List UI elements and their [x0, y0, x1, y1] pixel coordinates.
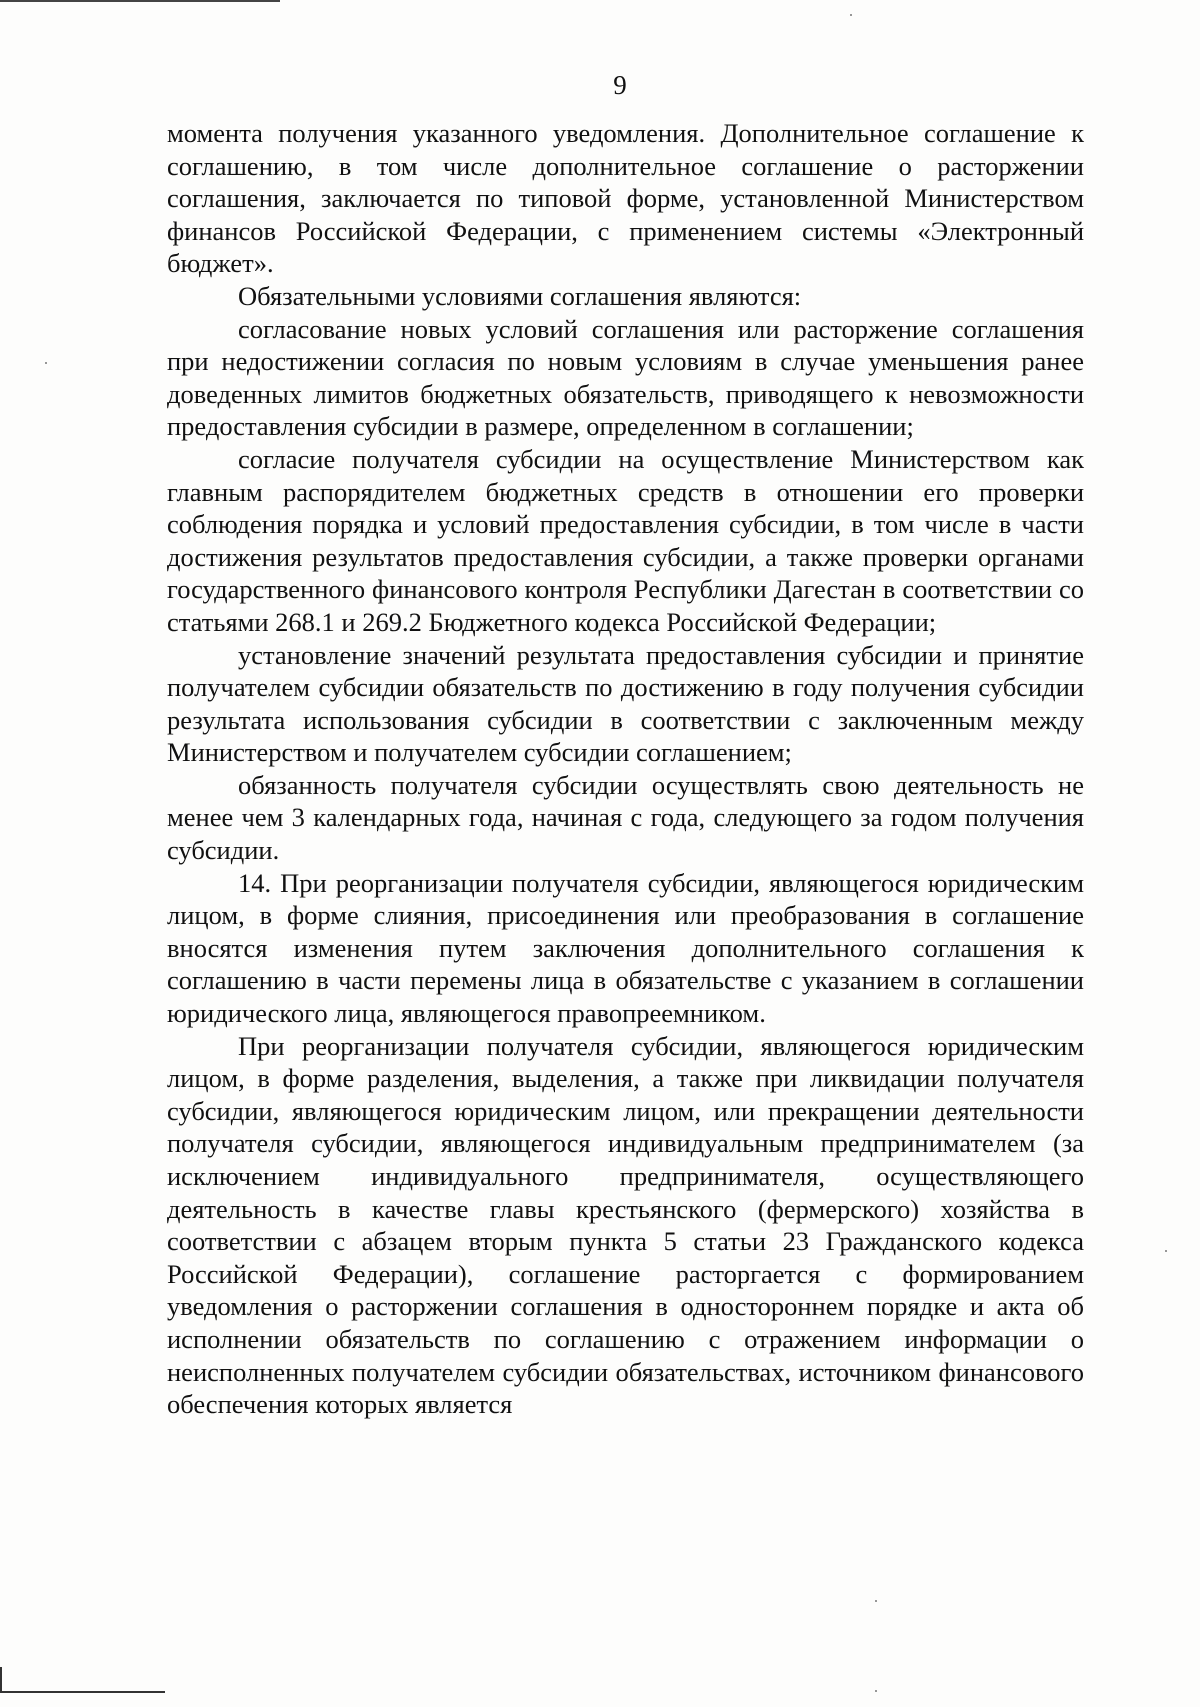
scan-edge-left — [0, 1667, 2, 1693]
scan-edge-bottom — [0, 1691, 165, 1693]
page-number: 9 — [613, 70, 627, 100]
paragraph-condition-result-values: установление значений результата предоставления субсидии и принятие получателем субсидии обязательств по достижению в году получения субсидии результата использования субсидии в соответствии с заключенным между Министерством и получателем субсидии соглашением; — [167, 639, 1084, 768]
scan-edge-top — [0, 0, 280, 2]
scan-speck — [850, 14, 852, 16]
paragraph-condition-activity-duration: обязанность получателя субсидии осуществлять свою деятельность не менее чем 3 календарных года, начиная с года, следующего за годом получения субсидии. — [167, 769, 1084, 866]
scan-speck — [1165, 1250, 1167, 1252]
paragraph-condition-consent-audit: согласие получателя субсидии на осуществление Министерством как главным распорядителем бюджетных средств в отношении его проверки соблюдения порядка и условий предоставления субсидии, в том числе в части достижения результатов предоставления субсидии, а также проверки органами государственного финансового контроля Республики Дагестан в соответствии со статьями 268.1 и 269.2 Бюджетного кодекса Российской Федерации; — [167, 443, 1084, 637]
paragraph-condition-new-terms: согласование новых условий соглашения или расторжение соглашения при недостижении согласия по новым условиям в случае уменьшения ранее доведенных лимитов бюджетных обязательств, приводящего к невозможности предоставления субсидии в размере, определенном в соглашении; — [167, 313, 1084, 442]
paragraph-clause-14: 14. При реорганизации получателя субсидии, являющегося юридическим лицом, в форме слияния, присоединения или преобразования в соглашение вносятся изменения путем заключения дополнительного соглашения к соглашению в части перемены лица в обязательстве с указанием в соглашении юридического лица, являющегося правопреемником. — [167, 867, 1084, 1029]
paragraph-continuation: момента получения указанного уведомления. Дополнительное соглашение к соглашению, в том числе дополнительное соглашение о расторжении соглашения, заключается по типовой форме, установленной Министерством финансов Российской Федерации, с применением системы «Электронный бюджет». — [167, 118, 1084, 279]
paragraph-reorganization-termination: При реорганизации получателя субсидии, являющегося юридическим лицом, в форме разделения, выделения, а также при ликвидации получателя субсидии, являющегося юридическим лицом, или прекращении деятельности получателя субсидии, являющегося индивидуальным предпринимателем (за исключением индивидуального предпринимателя, осуществляющего деятельность в качестве главы крестьянского (фермерского) хозяйства в соответствии с абзацем вторым пункта 5 статьи 23 Гражданского кодекса Российской Федерации), соглашение расторгается с формированием уведомления о расторжении соглашения в одностороннем порядке и акта об исполнении обязательств по соглашению с отражением информации о неисполненных получателем субсидии обязательствах, источником финансового обеспечения которых является — [167, 1030, 1084, 1420]
scan-speck — [45, 362, 47, 364]
scan-speck — [875, 1600, 877, 1602]
scan-speck — [875, 1690, 877, 1692]
paragraph-conditions-heading: Обязательными условиями соглашения являются: — [238, 280, 802, 311]
document-body — [167, 117, 1084, 1421]
